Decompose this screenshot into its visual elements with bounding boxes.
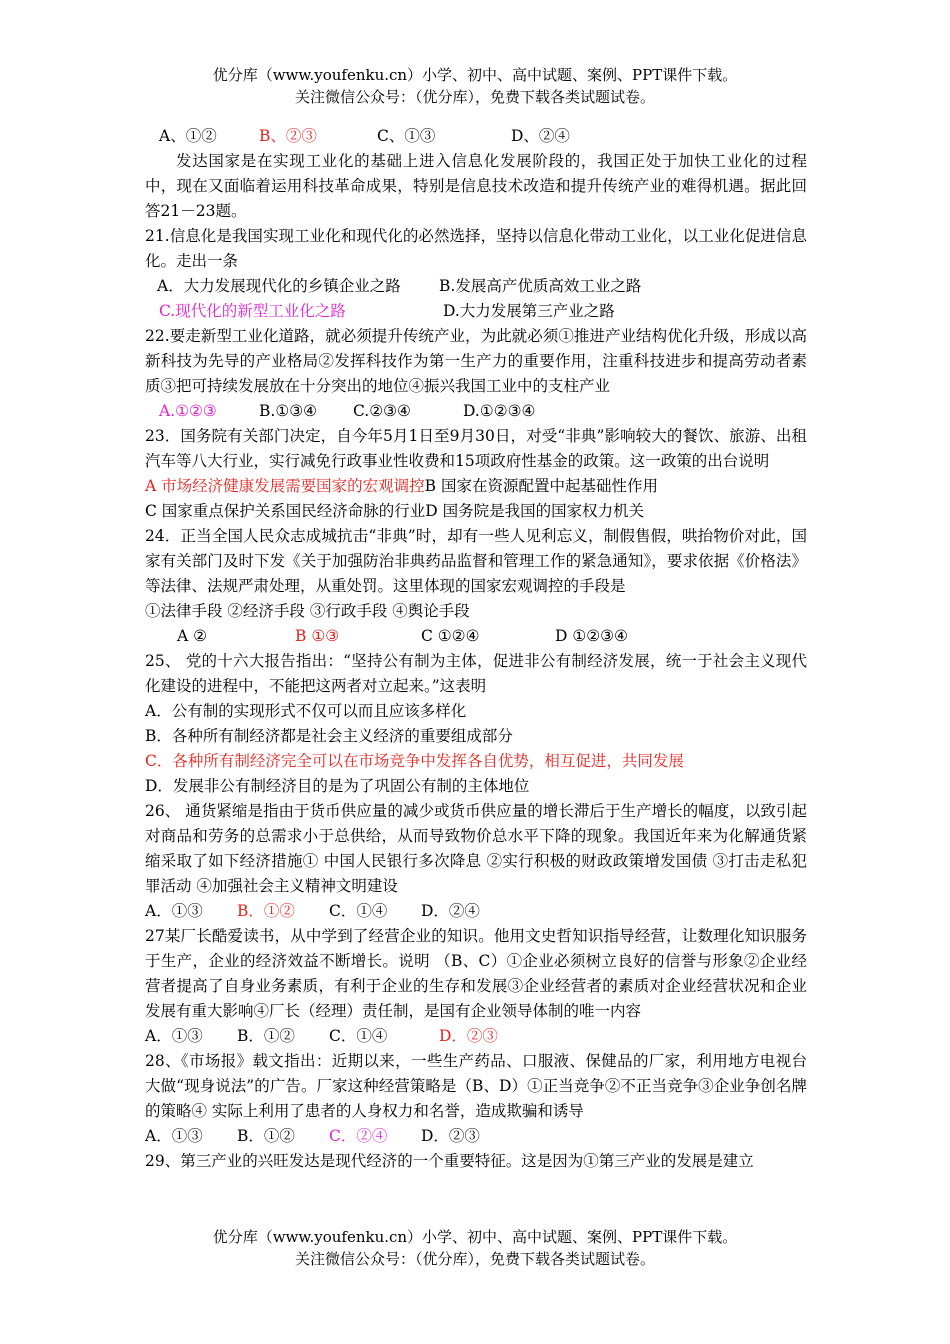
q28-option-c-answer: C．②④ [329, 1127, 388, 1145]
q27-option-c: C．①④ [329, 1027, 388, 1045]
q21-options-row-2 [145, 299, 807, 324]
q25-option-d: D．发展非公有制经济目的是为了巩固公有制的主体地位 [145, 777, 530, 795]
q21-option-c-answer: C.现代化的新型工业化之路 [159, 302, 346, 320]
q24-option-c: C ①②④ [421, 627, 480, 645]
top-options-row [145, 124, 807, 149]
q27-option-a: A．①③ [145, 1027, 203, 1045]
q21-option-a: A．大力发展现代化的乡镇企业之路 [157, 277, 401, 295]
page-header [0, 64, 950, 108]
q22-option-a-answer: A.①②③ [159, 402, 217, 420]
option-b-answer: B、②③ [259, 127, 317, 145]
q27-option-b: B．①② [237, 1027, 295, 1045]
q22-option-c: C.②③④ [353, 402, 411, 420]
q28-stem: 28、《市场报》载文指出：近期以来，一些生产药品、口服液、保健品的厂家，利用地方电视台大做“现身说法”的广告。厂家这种经营策略是（B、D）①正当竞争②不正当竞争③企业争创名牌的策略④ 实际上利用了患者的人身权力和名誉，造成欺骗和诱导 [145, 1052, 807, 1120]
q22-options-row [145, 399, 807, 424]
q26-option-b-answer: B．①② [237, 902, 295, 920]
q27-options-row [145, 1024, 807, 1049]
q28-options-row [145, 1124, 807, 1149]
page-footer [0, 1226, 950, 1270]
q24-items: ①法律手段 ②经济手段 ③行政手段 ④舆论手段 [145, 602, 470, 620]
q27-stem: 27某厂长酷爱读书，从中学到了经营企业的知识。他用文史哲知识指导经营，让数理化知识服务于生产，企业的经济效益不断增长。说明 （B、C）①企业必须树立良好的信誉与形象②企业经营者提高了自身业务素质，有利于企业的生存和发展③企业经营者的素质对企业经营状况和企业发展有重大影响④厂长（经理）责任制，是国有企业领导体制的唯一内容 [145, 927, 807, 1020]
document-body [145, 124, 807, 1174]
q25-option-a: A．公有制的实现形式不仅可以而且应该多样化 [145, 702, 467, 720]
q23-option-d: D 国务院是我国的国家权力机关 [425, 502, 645, 520]
q25-stem: 25、 党的十六大报告指出：“坚持公有制为主体，促进非公有制经济发展，统一于社会主义现代化建设的进程中，不能把这两者对立起来。”这表明 [145, 652, 807, 695]
q24-option-d: D ①②③④ [555, 627, 628, 645]
q23-stem: 23．国务院有关部门决定，自今年5月1日至9月30日，对受“非典”影响较大的餐饮、旅游、出租汽车等八大行业，实行减免行政事业性收费和15项政府性基金的政策。这一政策的出台说明 [145, 427, 807, 470]
q26-stem: 26、 通货紧缩是指由于货币供应量的减少或货币供应量的增长滞后于生产增长的幅度，以致引起对商品和劳务的总需求小于总供给，从而导致物价总水平下降的现象。我国近年来为化解通货紧缩采取了如下经济措施① 中国人民银行多次降息 ②实行积极的财政政策增发国债 ③打击走私犯罪活动 ④加强社会主义精神文明建设 [145, 802, 807, 895]
q24-stem: 24．正当全国人民众志成城抗击“非典”时，却有一些人见利忘义，制假售假，哄抬物价对此，国家有关部门及时下发《关于加强防治非典药品监督和管理工作的紧急通知》，要求依据《价格法》等法律、法规严肃处理，从重处罚。这里体现的国家宏观调控的手段是 [145, 527, 807, 595]
q26-option-a: A．①③ [145, 902, 203, 920]
q27-option-d-answer: D．②③ [439, 1027, 498, 1045]
q21-options-row-1 [145, 274, 807, 299]
q22-stem: 22.要走新型工业化道路，就必须提升传统产业，为此就必须①推进产业结构优化升级，形成以高新科技为先导的产业格局②发挥科技作为第一生产力的重要作用，注重科技进步和提高劳动者素质③把可持续发展放在十分突出的地位④振兴我国工业中的支柱产业 [145, 327, 807, 395]
q28-option-d: D．②③ [421, 1127, 480, 1145]
q21-option-d: D.大力发展第三产业之路 [443, 302, 615, 320]
header-line-2: 关注微信公众号：（优分库），免费下载各类试题试卷。 [294, 88, 655, 106]
option-d: D、②④ [511, 127, 570, 145]
q24-option-a: A ② [177, 627, 208, 645]
q25-option-b: B．各种所有制经济都是社会主义经济的重要组成部分 [145, 727, 513, 745]
q29-stem: 29、第三产业的兴旺发达是现代经济的一个重要特征。这是因为①第三产业的发展是建立 [145, 1152, 754, 1170]
q23-options-row-2 [145, 499, 807, 524]
footer-line-2: 关注微信公众号：（优分库），免费下载各类试题试卷。 [294, 1250, 655, 1268]
q28-option-b: B．①② [237, 1127, 295, 1145]
q23-option-a-answer: A 市场经济健康发展需要国家的宏观调控 [145, 477, 425, 495]
q26-option-c: C．①④ [329, 902, 388, 920]
q25-option-c-answer: C．各种所有制经济完全可以在市场竞争中发挥各自优势，相互促进，共同发展 [145, 752, 684, 770]
q24-option-b-answer: B ①③ [295, 627, 340, 645]
q23-option-b: B 国家在资源配置中起基础性作用 [424, 477, 658, 495]
q26-option-d: D．②④ [421, 902, 480, 920]
q26-options-row [145, 899, 807, 924]
q28-option-a: A．①③ [145, 1127, 203, 1145]
q24-options-row [145, 624, 807, 649]
header-line-1: 优分库（www.youfenku.cn）小学、初中、高中试题、案例、PPT课件下载。 [212, 66, 738, 84]
q22-option-b: B.①③④ [259, 402, 318, 420]
q21-option-b: B.发展高产优质高效工业之路 [439, 277, 642, 295]
footer-line-1: 优分库（www.youfenku.cn）小学、初中、高中试题、案例、PPT课件下载。 [212, 1228, 738, 1246]
q23-option-c: C 国家重点保护关系国民经济命脉的行业 [145, 502, 426, 520]
q21-stem: 21.信息化是我国实现工业化和现代化的必然选择，坚持以信息化带动工业化，以工业化促进信息化。走出一条 [145, 227, 807, 270]
option-a: A、①② [159, 127, 217, 145]
option-c: C、①③ [377, 127, 436, 145]
passage: 发达国家是在实现工业化的基础上进入信息化发展阶段的，我国正处于加快工业化的过程中，现在又面临着运用科技革命成果，特别是信息技术改造和提升传统产业的难得机遇。据此回答21－23题。 [145, 152, 807, 220]
q22-option-d: D.①②③④ [463, 402, 536, 420]
q23-options-row-1 [145, 474, 807, 499]
